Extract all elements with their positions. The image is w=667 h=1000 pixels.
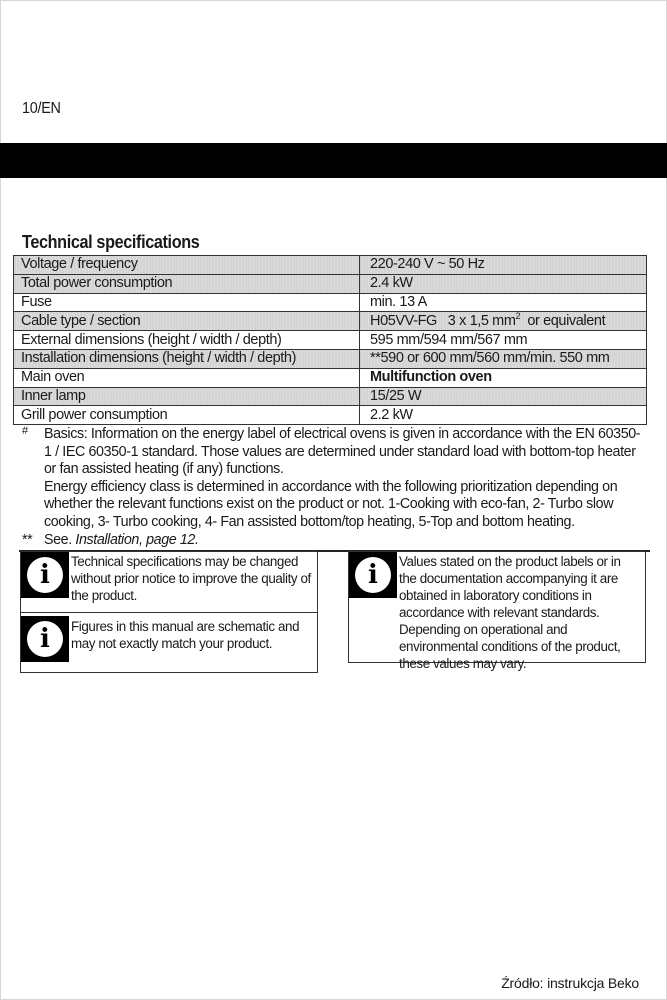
note-basics-text: Basics: Information on the energy label of electrical ovens is given in accordance with the EN 60350-1 / IEC 60350-1 standard. Those values are determined under standard load with bottom-top heater or fan assisted heating (if any) functions. [44,426,641,478]
spec-row [14,256,647,275]
spec-row [14,312,647,331]
source-caption: Źródło: instrukcja Beko [501,975,639,991]
spec-label: Cable type / section [14,312,360,331]
info-box-right [348,551,646,671]
info-box-left [20,551,318,673]
note-installation [22,532,647,550]
spec-label: Voltage / frequency [14,256,360,275]
info-icon: i [21,552,69,598]
spec-label: Main oven [14,368,360,387]
spec-value: Multifunction oven [360,368,647,387]
spec-value: 595 mm/594 mm/567 mm [360,331,647,350]
info-cell-values [349,552,645,675]
spec-row [14,368,647,387]
info-cell-figures [21,613,317,672]
spec-row [14,406,647,425]
info-text-figures: Figures in this manual are schematic and may not exactly match your product. [71,619,300,651]
note-efficiency-text: Energy efficiency class is determined in accordance with the following prioritization depending on whether the relevant functions exist on the product or not. 1-Cooking with eco-fan, 2- Turbo slow cooking, 3- Turbo cooking, 4- Fan assisted bottom/top heating, 5-Top and bottom heating. [44,478,618,530]
spec-value: 15/25 W [360,387,647,406]
installation-page-reference: Installation, page 12. [75,531,199,548]
spec-row [14,349,647,368]
spec-label: Installation dimensions (height / width / depth) [14,349,360,368]
spec-label: Total power consumption [14,274,360,293]
info-text-values: Values stated on the product labels or in the documentation accompanying it are obtained in laboratory conditions in accordance with relevant standards. Depending on operational and environmental conditions of the product, these values may vary. [399,554,621,671]
note-installation-mark: ** [22,531,33,548]
spec-label: Fuse [14,293,360,312]
header-band [0,143,667,178]
notes [22,426,647,549]
note-basics [22,426,647,532]
spec-row [14,387,647,406]
info-text-specs: Technical specifications may be changed without prior notice to improve the quality of the product. [71,554,311,603]
spec-row [14,331,647,350]
spec-row [14,293,647,312]
info-cell-specs [21,552,317,613]
spec-label: Grill power consumption [14,406,360,425]
spec-value: min. 13 A [360,293,647,312]
info-icon: i [21,616,69,662]
spec-value: 2.4 kW [360,274,647,293]
spec-row [14,274,647,293]
note-installation-prefix: See. [44,531,76,548]
spec-value: **590 or 600 mm/560 mm/min. 550 mm [360,349,647,368]
spec-label: Inner lamp [14,387,360,406]
info-icon: i [349,552,397,598]
spec-table [13,255,647,425]
note-basics-mark: # [22,425,28,437]
spec-value: 220-240 V ~ 50 Hz [360,256,647,275]
spec-value: 2.2 kW [360,406,647,425]
spec-label: External dimensions (height / width / depth) [14,331,360,350]
page-number: 10/EN [22,100,61,117]
section-title: Technical specifications [22,232,200,252]
spec-value: H05VV-FG 3 x 1,5 $mm^2$ or equivalent [360,312,647,331]
